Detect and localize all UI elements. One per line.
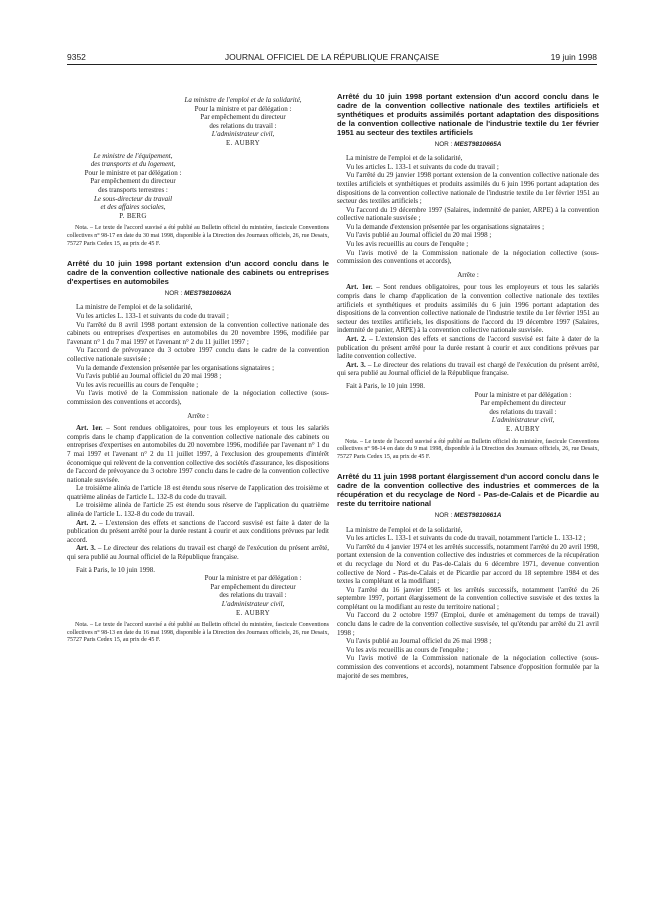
visa-paragraph: Vu l'avis publié au Journal officiel du 20 mai 1998 ; — [76, 372, 222, 381]
nota-note: Nota. – Le texte de l'accord susvisé a été publié au Bulletin officiel du ministère, fascicule Conventions collectives n° 98-13 en date du 16 mai 1998, disponible à la Direction des Journaux officiels, 26, rue Desaix, 75727 Paris Cedex 15, au prix de 45 F. — [67, 622, 329, 644]
decree-title: Arrêté du 10 juin 1998 portant extension d'un accord conclu dans le cadre de la convention collective nationale des textiles artificiels et synthétiques et produits assimilés portant adaptation des dispositions de la convention collective nationale de l'industrie textile du 1er février 1951 au secteur des textiles artificiels — [337, 92, 599, 137]
signature-line: des relations du travail : — [219, 591, 287, 600]
visa-paragraph: Vu l'avis publié au Journal officiel du 20 mai 1998 ; — [346, 231, 492, 240]
signature-line: Pour la ministre et par délégation : — [474, 390, 572, 399]
visa-paragraph: Vu les avis recueillis au cours de l'enquête ; — [346, 240, 469, 249]
visa-paragraph: Vu l'arrêté du 29 janvier 1998 portant extension de la convention collective nationale des textiles artificiels et synthétiques et produits assimilés du 6 juin 1996 portant adaptation des dispositions de la convention collective nationale de l'industrie textile du 1er février 1951 au secteur des textiles artificiels ; — [337, 171, 599, 206]
nota-note: Nota. – Le texte de l'accord susvisé a été publié au Bulletin officiel du ministère, fascicule Conventions collectives n° 98-14 en date du 9 mai 1998, disponible à la Direction des Journaux officiels, 26, rue Desaix, 75727 Paris Cedex 15, au prix de 45 F. — [337, 438, 599, 460]
right-column — [337, 93, 599, 680]
signature-line: Pour le ministre et par délégation : — [84, 168, 182, 177]
signature-line: Par empêchement du directeur — [210, 582, 296, 591]
decree-title: Arrêté du 11 juin 1998 portant élargissement d'un accord conclu dans le cadre de la convention collective des industries et commerces de la récupération et du recyclage de Nord - Pas-de-Calais et de Picardie au reste du territoire national — [337, 472, 599, 509]
visa-paragraph: Vu l'avis motivé de la Commission nationale de la négociation collective (sous-commission des conventions et accords), — [337, 248, 599, 266]
signature-line: Le ministre de l'équipement, — [93, 151, 173, 160]
visa-paragraph: La ministre de l'emploi et de la solidarité, — [346, 154, 463, 163]
journal-title: JOURNAL OFFICIEL DE LA RÉPUBLIQUE FRANÇAISE — [224, 52, 440, 62]
signature-line: Pour la ministre et par délégation : — [204, 574, 302, 583]
visa-paragraph: Vu les avis recueillis au cours de l'enquête ; — [346, 645, 469, 654]
article-2: Art. 2. – L'extension des effets et sanctions de l'accord susvisé est faite à dater de la publication du présent arrêté pour la durée restant à courir et aux conditions prévues par ledit accord. — [67, 518, 330, 544]
nor-reference: NOR : MEST9810661A — [434, 511, 502, 519]
visa-paragraph: Vu les articles L. 133-1 et suivants du code du travail ; — [346, 162, 499, 171]
signing-date: Fait à Paris, le 10 juin 1998. — [76, 565, 155, 574]
visa-paragraph: La ministre de l'emploi et de la solidarité, — [76, 303, 193, 312]
signing-date: Fait à Paris, le 10 juin 1998. — [346, 381, 425, 390]
arrete-heading: Arrête : — [187, 411, 209, 420]
article-1: Art. 1er. – Sont rendues obligatoires, pour tous les employeurs et tous les salariés compris dans le champ d'application de la convention collective nationale des textiles artificiels et synthétiques et produits assimilés du 6 juin 1996 portant adaptation des dispositions de la convention collective nationale de l'industrie textile du 1er février 1951 au secteur des textiles artificiels, les dispositions de l'accord du 19 décembre 1997 (Salaires, indemnité de panier, ARPE) à la convention collective nationale susvisée. — [337, 283, 599, 335]
visa-paragraph: Vu l'accord de prévoyance du 3 octobre 1997 conclu dans le cadre de la convention collective nationale susvisée ; — [67, 346, 329, 363]
nota-note: Nota. – Le texte de l'accord susvisé a été publié au Bulletin officiel du ministère, fascicule Conventions collectives n° 98-17 en date du 30 mai 1998, disponible à la Direction des Journaux officiels, 26, rue Desaix, 75727 Paris Cedex 15, au prix de 45 F. — [67, 225, 329, 247]
visa-paragraph: Vu l'avis motivé de la Commission nationale de la négociation collective (sous-commission des conventions et accords), notamment l'absence d'opposition formulée par la majorité de ses membres, — [337, 654, 599, 680]
issue-date: 19 juin 1998 — [550, 52, 597, 62]
page-number: 9352 — [67, 52, 86, 62]
signatory-name: E. AUBRY — [226, 138, 260, 147]
visa-paragraph: Vu l'arrêté du 4 janvier 1974 et les arrêtés successifs, notamment l'arrêté du 20 avril 1998, portant extension de la convention collective des industries et commerces de la récupération et du recyclage du Nord et du Pas-de-Calais du 6 décembre 1971, devenue convention collective de Nord - Pas-de-Calais et de Picardie par accord du 18 septembre 1984 et des textes la complétant et la modifiant ; — [337, 542, 599, 586]
visa-paragraph: Vu l'avis motivé de la Commission nationale de la négociation collective (sous-commission des conventions et accords), — [67, 389, 329, 406]
article-paragraph: Le troisième alinéa de l'article 25 est étendu sous réserve de l'application du quatrième alinéa de l'article L. 132-8 du code du travail. — [67, 501, 329, 519]
visa-paragraph: Vu l'arrêté du 16 janvier 1985 et les arrêtés successifs, notamment l'arrêté du 26 septembre 1997, portant élargissement de la convention collective susvisée et des textes la complétant ou la modifiant au reste du territoire national ; — [337, 585, 599, 611]
decree-title: Arrêté du 10 juin 1998 portant extension d'un accord conclu dans le cadre de la convention collective nationale des cabinets ou entreprises d'expertises en automobiles — [67, 259, 329, 286]
signature-line: L'administrateur civil, — [211, 130, 275, 139]
signature-line: Par empêchement du directeur — [200, 113, 286, 122]
signature-line: et des affaires sociales, — [100, 203, 166, 212]
signature-line: des transports terrestres : — [98, 185, 168, 194]
signature-line: Le sous-directeur du travail — [93, 194, 173, 203]
article-3: Art. 3. – Le directeur des relations du travail est chargé de l'exécution du présent arrêté, qui sera publié au Journal officiel de la République française. — [67, 544, 329, 562]
visa-paragraph: La ministre de l'emploi et de la solidarité, — [346, 525, 463, 534]
article-1: Art. 1er. – Sont rendues obligatoires, pour tous les employeurs et tous les salariés compris dans le champ d'application de la convention collective nationale des cabinets ou entreprises d'expertises en automobiles du 20 novembre 1996, modifiée par l'avenant n° 1 du 7 mai 1997 et l'avenant n° 2 du 11 juillet 1997, à l'exclusion des groupements d'intérêt économique qui relèvent de la convention collective des sociétés d'assurance, les dispositions de l'accord de prévoyance du 3 octobre 1997 conclu dans le cadre de la convention collective nationale susvisée. — [67, 424, 329, 484]
nor-reference: NOR : MEST9810662A — [164, 289, 232, 297]
signature-line: Pour la ministre et par délégation : — [194, 104, 292, 113]
header-rule — [67, 64, 597, 65]
article-3: Art. 3. – Le directeur des relations du travail est chargé de l'exécution du présent arrêté, qui sera publié au Journal officiel de la République française. — [337, 360, 599, 378]
signature-block — [177, 574, 329, 617]
signature-block — [157, 96, 329, 148]
visa-paragraph: Vu l'accord du 19 décembre 1997 (Salaires, indemnité de panier, ARPE) à la convention collective nationale susvisée ; — [337, 205, 599, 223]
signatory-name: E. AUBRY — [236, 608, 270, 617]
nor-reference: NOR : MEST9810665A — [434, 140, 502, 148]
visa-paragraph: Vu les avis recueillis au cours de l'enquête ; — [76, 380, 199, 389]
signatory-name: E. AUBRY — [506, 424, 540, 433]
signature-line: Par empêchement du directeur — [480, 399, 566, 408]
visa-paragraph: Vu les articles L. 133-1 et suivants du code du travail, notamment l'article L. 133-12 ; — [346, 534, 586, 543]
signature-line: L'administrateur civil, — [221, 600, 285, 608]
signatory-name: P. BERG — [119, 211, 147, 220]
article-2: Art. 2. – L'extension des effets et sanctions de l'accord susvisé est faite à dater de la publication du présent arrêté pour la durée restant à courir et aux conditions prévues par ladite convention collective. — [337, 335, 600, 361]
visa-paragraph: Vu les articles L. 133-1 et suivants du code du travail ; — [76, 312, 229, 320]
signature-block — [67, 152, 199, 221]
visa-paragraph: Vu l'accord du 2 octobre 1997 (Emploi, durée et aménagement du temps de travail) conclu dans le cadre de la convention collective susvisée, tel qu'étendu par arrêté du 21 avril 1998 ; — [337, 611, 599, 637]
signature-line: La ministre de l'emploi et de la solidarité, — [184, 96, 302, 104]
page-header — [67, 52, 597, 64]
visa-paragraph: Vu la demande d'extension présentée par les organisations signataires ; — [346, 222, 545, 231]
left-column — [67, 96, 329, 645]
signature-line: L'administrateur civil, — [491, 416, 555, 425]
signature-line: des transports et du logement, — [90, 160, 176, 169]
visa-paragraph: Vu l'arrêté du 8 avril 1998 portant extension de la convention collective nationale des cabinets ou entreprises d'expertises en automobiles du 20 novembre 1996, modifiée par l'avenant n° 1 du 7 mai 1997 et l'avenant n° 2 du 11 juillet 1997 ; — [67, 320, 329, 346]
signature-line: Par empêchement du directeur — [90, 177, 176, 186]
signature-line: des relations du travail : — [209, 121, 277, 130]
visa-paragraph: Vu l'avis publié au Journal officiel du 26 mai 1998 ; — [346, 637, 492, 646]
signature-line: des relations du travail : — [489, 407, 557, 416]
arrete-heading: Arrête : — [457, 270, 479, 279]
signature-block — [447, 391, 599, 434]
visa-paragraph: Vu la demande d'extension présentée par les organisations signataires ; — [76, 363, 275, 372]
article-paragraph: Le troisième alinéa de l'article 18 est étendu sous réserve de l'application des troisième et quatrième alinéas de l'article L. 132-8 du code du travail. — [67, 484, 329, 501]
